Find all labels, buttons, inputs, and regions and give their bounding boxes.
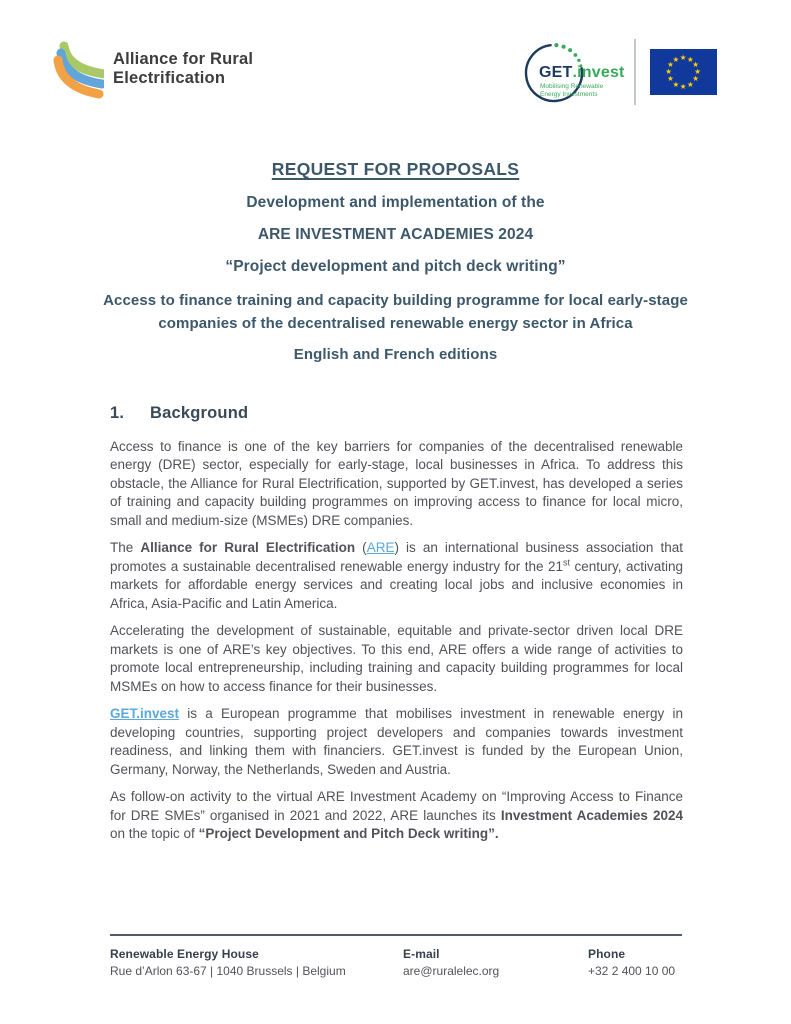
are-logo — [48, 39, 253, 99]
footer-phone-label: Phone — [588, 947, 626, 961]
paragraph — [110, 788, 683, 843]
text-run: The — [110, 540, 141, 556]
title-block — [90, 159, 701, 363]
text-run: is a European programme that mobilises investment in renewable energy in developing countries, supporting project developers and companies towards investment readiness, and linking them with financiers. GET.invest is funded by the European Union, Germany, Norway, the Netherlands, Sweden and Austria. — [110, 706, 683, 777]
eu-star-icon: ★ — [672, 54, 680, 64]
eu-star-icon: ★ — [686, 54, 694, 64]
getinvest-tagline-line1: Mobilising Renewable — [540, 83, 604, 90]
section-title: Background — [150, 404, 249, 422]
text-run: ) is an international business association that promotes a sustainable decentralised renewable energy industry for the 21 — [110, 540, 684, 574]
eu-star-icon: ★ — [672, 79, 680, 89]
footer-address-column — [110, 947, 403, 978]
document-title: REQUEST FOR PROPOSALS — [271, 159, 520, 179]
text-run: “Project Development and Pitch Deck writing”. — [198, 826, 499, 842]
getinvest-tagline — [540, 83, 603, 99]
eu-star-icon: ★ — [667, 59, 674, 69]
paragraph — [110, 438, 683, 530]
subtitle-5: English and French editions — [293, 346, 498, 363]
text-run: Alliance for Rural Electrification — [140, 540, 356, 556]
text-run: ( — [355, 540, 367, 556]
getinvest-tagline-line2: Energy Investments — [540, 91, 598, 99]
are-link[interactable]: ARE — [366, 540, 395, 556]
footer — [110, 934, 682, 978]
subtitle-3: “Project development and pitch deck writing” — [225, 258, 566, 275]
footer-email-column — [403, 947, 588, 978]
subtitle-1: Development and implementation of the — [246, 194, 545, 211]
getinvest-link[interactable]: GET.invest — [110, 706, 180, 722]
text-run: Access to finance is one of the key barriers for companies of the decentralised renewable energy (DRE) sector, especially for early-stage, local businesses in Africa. To address this obstacle, the Alliance for Rural Electrification, supported by GET.invest, has developed a series of training and capacity building programmes on improving access to finance for local micro, small and medium-size (MSMEs) DRE companies. — [110, 439, 683, 528]
footer-email-value: are@ruralelec.org — [403, 964, 500, 978]
text-run: Investment Academies 2024 — [500, 807, 683, 823]
footer-address-value: Rue d’Arlon 63-67 | 1040 Brussels | Belgium — [110, 964, 346, 978]
paragraph — [110, 622, 683, 696]
superscript: st — [562, 557, 570, 568]
subtitle-2: ARE INVESTMENT ACADEMIES 2024 — [257, 226, 534, 243]
body-text — [110, 438, 683, 853]
getinvest-get: GET — [539, 64, 573, 81]
eu-star-icon: ★ — [694, 67, 701, 77]
logo-divider — [634, 39, 636, 105]
getinvest-logo — [522, 33, 624, 111]
section-number: 1. — [110, 404, 125, 422]
subtitle-4: Access to finance training and capacity building programme for local early-stage companies of the decentralised renewable energy sector in Africa — [103, 292, 688, 332]
eu-star-icon: ★ — [679, 81, 687, 91]
footer-phone-column — [588, 947, 682, 978]
eu-star-icon: ★ — [665, 67, 672, 77]
eu-star-icon: ★ — [686, 79, 694, 89]
eu-star-icon: ★ — [692, 59, 699, 69]
are-logo-text — [113, 50, 253, 89]
text-run: As follow-on activity to the virtual ARE Investment Academy on “Improving Access to Finance for DRE SMEs” organised in 2021 and 2022, ARE launches its — [110, 789, 683, 823]
footer-address-label: Renewable Energy House — [110, 947, 259, 961]
footer-email-label: E-mail — [403, 947, 440, 961]
paragraph — [110, 705, 683, 779]
eu-star-icon: ★ — [692, 74, 699, 84]
header — [48, 33, 743, 113]
paragraph — [110, 539, 683, 613]
partner-logos — [522, 33, 717, 111]
are-swoosh-icon — [48, 39, 104, 99]
are-logo-line2: Electrification — [113, 69, 226, 87]
text-run: on the topic of — [110, 826, 199, 842]
section-heading-background — [110, 404, 248, 423]
getinvest-invest: .invest — [572, 64, 625, 81]
footer-phone-value: +32 2 400 10 00 — [588, 964, 676, 978]
are-logo-line1: Alliance for Rural — [113, 49, 254, 68]
eu-flag — [650, 49, 717, 95]
eu-star-icon: ★ — [679, 52, 687, 62]
text-run: Accelerating the development of sustainable, equitable and private-sector driven local DRE markets is one of ARE’s key objectives. To this end, ARE offers a wide range of activities to promote local entrepreneurship, including training and capacity building programmes for local MSMEs on how to access finance for their businesses. — [110, 623, 683, 694]
text-run: century, activating markets for affordable energy services and creating local jobs and inclusive economies in Africa, Asia-Pacific and Latin America. — [110, 558, 683, 611]
eu-star-icon: ★ — [667, 74, 674, 84]
getinvest-wordmark — [539, 64, 625, 82]
